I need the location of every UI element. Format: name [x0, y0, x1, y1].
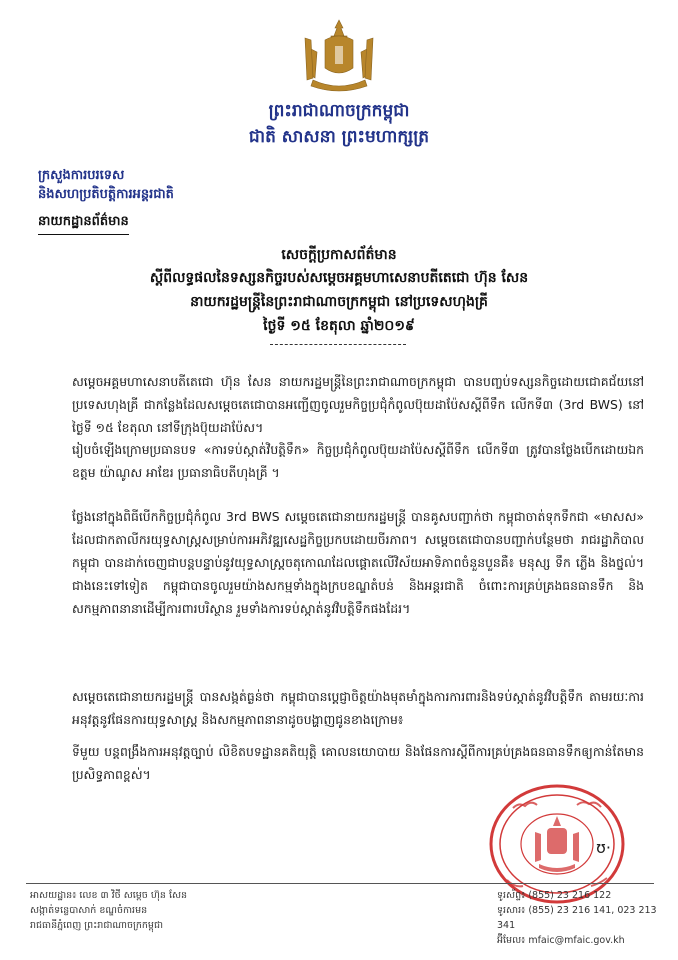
- address-line: សង្កាត់ទន្លេបាសាក់ ខណ្ឌចំការមន: [30, 905, 148, 916]
- ministry-name-continued: និងសហប្រតិបត្តិការអន្តរជាតិ: [38, 187, 174, 202]
- department-name: នាយកដ្ឋានព័ត៌មាន: [38, 213, 129, 235]
- document-subject: ស្តីពីលទ្ធផលនៃទស្សនកិច្ចរបស់សម្តេចអគ្គមហាសេនាបតីតេជោ ហ៊ុន សែន: [149, 270, 529, 286]
- document-subject-continued: នាយករដ្ឋមន្ត្រីនៃព្រះរាជាណាចក្រកម្ពុជា នៅប្រទេសហុងគ្រី: [190, 294, 488, 310]
- document-title: សេចក្តីប្រកាសព័ត៌មាន: [281, 247, 397, 263]
- footer-contact: [497, 888, 672, 948]
- body-paragraph: ថ្លែងនៅក្នុងពិធីបើកកិច្ចប្រជុំកំពូល 3rd BWS សម្តេចតេជោនាយករដ្ឋមន្ត្រី បានគូសបញ្ជាក់ថា កម្ពុជាចាត់ទុកទឹកជា «មាសស» ដែលជាកតាលីករយុទ្ធសាស្ត្រសម្រាប់ការអភិវឌ្ឍសេដ្ឋកិច្ចប្រកបដោយចីរភាព។ សម្តេចតេជោបានបញ្ជាក់បន្ថែមថា រាជរដ្ឋាភិបាលកម្ពុជា បានដាក់ចេញជាបន្តបន្ទាប់នូវយុទ្ធសាស្ត្រចតុកោណដែលផ្តោតលើវិស័យអាទិភាពចំនួនបួនគឺ៖ មនុស្ស ទឹក ភ្លើង និងថ្នល់។ ជាងនេះទៅទៀត កម្ពុជាបានចូលរួមយ៉ាងសកម្មទាំងក្នុងក្របខណ្ឌតំបន់ និងអន្តរជាតិ ចំពោះការគ្រប់គ្រងធនធានទឹក និងសកម្មភាពនានាដើម្បីការពារបរិស្ថាន រួមទាំងការទប់ស្កាត់នូវវិបត្តិទឹកផងដែរ។: [72, 509, 644, 616]
- address-line: រាជធានីភ្នំពេញ ព្រះរាជាណាចក្រកម្ពុជា: [30, 920, 163, 931]
- title-divider: [270, 344, 406, 345]
- ministry-name: ក្រសួងការបរទេស: [38, 168, 125, 183]
- footer-divider: [26, 883, 654, 884]
- fax-number: ទូរសារ៖ (855) 23 216 141, 023 213 341: [497, 905, 657, 931]
- phone-number: ទូរស័ព្ទ៖ (855) 23 216 122: [497, 890, 612, 901]
- national-motto: ជាតិ សាសនា ព្រះមហាក្សត្រ: [248, 127, 430, 147]
- signature-mark-icon: ʊ·: [596, 838, 611, 857]
- footer-address: [30, 888, 187, 933]
- address-line: អាសយដ្ឋាន៖ លេខ ៣ វិថី សម្តេច ហ៊ុន សែន: [30, 890, 188, 901]
- body-paragraph: សម្តេចតេជោនាយករដ្ឋមន្ត្រី បានសង្កត់ធ្ងន់ថា កម្ពុជាបានប្តេជ្ញាចិត្តយ៉ាងមុតមាំក្នុងការការពារនិងទប់ស្កាត់នូវវិបត្តិទឹក តាមរយៈការអនុវត្តនូវផែនការយុទ្ធសាស្ត្រ និងសកម្មភាពនានាដូចបង្ហាញជូនខាងក្រោម៖: [72, 689, 644, 727]
- royal-coat-of-arms-icon: [291, 18, 387, 96]
- document-date: ថ្ងៃទី ១៥ ខែតុលា ឆ្នាំ២០១៩: [263, 318, 415, 334]
- body-paragraph: សម្តេចអគ្គមហាសេនាបតីតេជោ ហ៊ុន សែន នាយករដ្ឋមន្ត្រីនៃព្រះរាជាណាចក្រកម្ពុជា បានបញ្ចប់ទស្សនកិច្ចដោយជោគជ័យនៅប្រទេសហុងគ្រី ជាកន្លែងដែលសម្តេចតេជោបានអញ្ជើញចូលរួមកិច្ចប្រជុំកំពូលប៊ុយដាប៉ែសស្តីពីទឹក លើកទី៣ (3rd BWS) នៅថ្ងៃទី ១៥ ខែតុលា នៅទីក្រុងប៊ុយដាប៉ែស។: [72, 374, 644, 435]
- body-paragraph: ទីមួយ បន្តពង្រឹងការអនុវត្តច្បាប់ លិខិតបទដ្ឋានគតិយុត្តិ គោលនយោបាយ និងផែនការស្តីពីការគ្រប់គ្រងធនធានទឹកឲ្យកាន់តែមានប្រសិទ្ធភាពខ្ពស់។: [72, 744, 644, 782]
- email-address: អ៊ីមែល៖ mfaic@mfaic.gov.kh: [497, 935, 625, 946]
- body-paragraph: រៀបចំឡើងក្រោមប្រធានបទ «ការទប់ស្កាត់វិបត្តិទឹក» កិច្ចប្រជុំកំពូលប៊ុយដាប៉ែសស្តីពីទឹក លើកទី៣ ត្រូវបានថ្លែងបើកដោយឯកឧត្តម យ៉ាណូស អាឌែរ ប្រធានាធិបតីហុងគ្រី ។: [72, 442, 644, 480]
- kingdom-name: ព្រះរាជាណាចក្រកម្ពុជា: [268, 101, 410, 121]
